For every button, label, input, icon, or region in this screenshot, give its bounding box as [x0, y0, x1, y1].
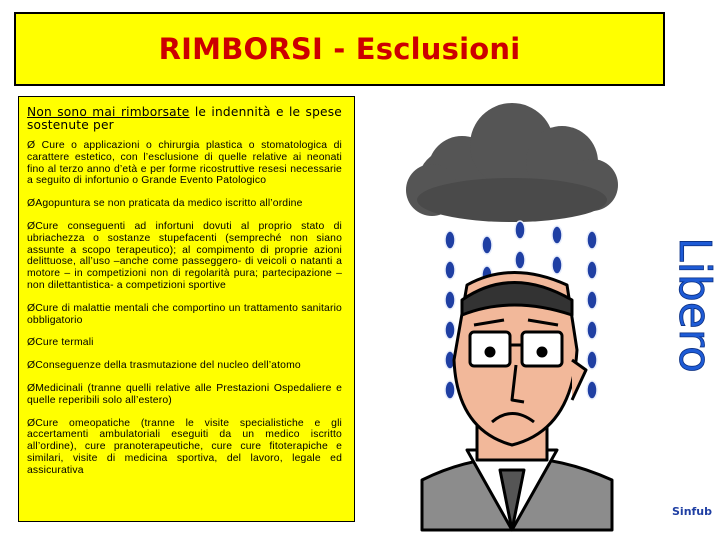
rain-cloud-icon — [406, 103, 618, 222]
libero-text: Libero — [669, 237, 720, 373]
exclusion-item-1: Ø Cure o applicazioni o chirurgia plastica o stomatologica di carattere estetico, con l’esclusione di quelle relative ai neonati fino al terzo anno d’età e per forme ricostruttive resesi necessarie a seguito di infortunio o Grande Evento Patologico — [27, 140, 342, 187]
title-banner — [14, 12, 665, 86]
sad-man-illustration — [362, 100, 662, 530]
exclusion-item-4: ØCure di malattie mentali che comportino un trattamento sanitario obbligatorio — [27, 302, 342, 326]
exclusion-item-7: ØMedicinali (tranne quelli relative alle Prestazioni Ospedaliere e quelle reperibili solo all’estero) — [27, 382, 342, 406]
exclusion-item-6: ØConseguenze della trasmutazione del nucleo dell’atomo — [27, 360, 301, 372]
page-title: RIMBORSI - Esclusioni — [158, 32, 521, 66]
man-figure — [422, 273, 612, 531]
libero-word — [668, 205, 720, 405]
exclusion-item-8: ØCure omeopatiche (tranne le visite specialistiche e gli accertamenti ambulatoriali eseguiti da un medico iscritto all’ordine), cure pranoterapeutiche, cure cure fitoterapiche e similari, visite di medicina sportiva, del lavoro, legale ed assicurativa — [27, 417, 342, 476]
logo-text: Sinfub — [672, 505, 713, 518]
exclusion-item-2: ØAgopuntura se non praticata da medico iscritto all’ordine — [27, 198, 303, 210]
intro-rest: le indennità e le spese sostenute per — [27, 105, 342, 132]
exclusion-item-3: ØCure conseguenti ad infortuni dovuti al proprio stato di ubriachezza o sostanze stupefacenti (sempreché non siano assunte a scopo terapeutico); al compimento di proprie azioni delittuose, all’uso –anche come passeggero- di veicoli o natanti a motore – in competizioni non di regolarità pura; partecipazione –non dilettantistica- a competizioni sportive — [27, 220, 342, 291]
exclusions-panel — [18, 96, 355, 522]
intro-text — [27, 106, 342, 132]
exclusion-item-5: ØCure termali — [27, 337, 94, 349]
intro-underlined: Non sono mai rimborsate — [27, 105, 190, 119]
sinfub-logo-icon — [672, 493, 712, 523]
